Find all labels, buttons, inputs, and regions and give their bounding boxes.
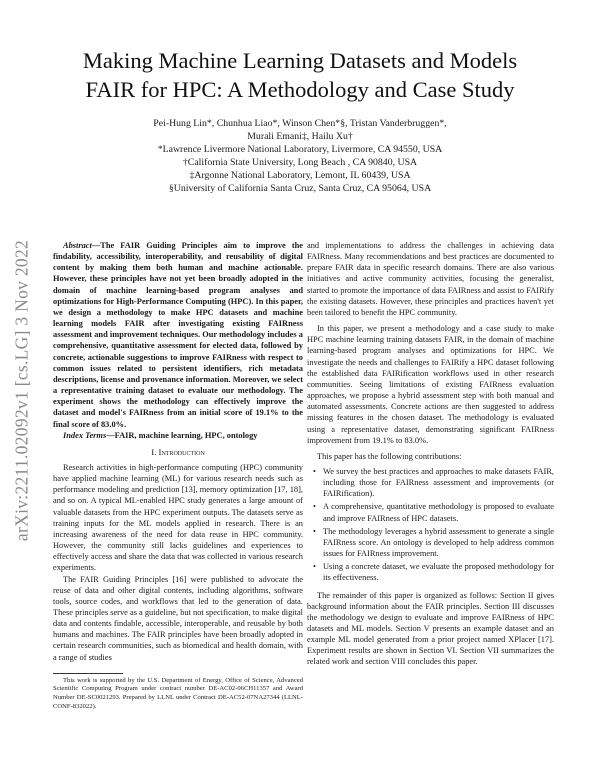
authors-line-1: Pei-Hung Lin*, Chunhua Liao*, Winson Chen*§, Tristan Vanderbruggen*, xyxy=(153,118,447,129)
list-item: • Using a concrete dataset, we evaluate the proposed methodology for its effectiveness. xyxy=(323,561,554,583)
left-column xyxy=(53,240,303,711)
author-block xyxy=(60,117,540,195)
affiliation-1: *Lawrence Livermore National Laboratory, Livermore, CA 94550, USA xyxy=(157,144,443,155)
title-line-1: Making Machine Learning Datasets and Models xyxy=(82,48,518,73)
right-paragraph-2: In this paper, we present a methodology and a case study to make HPC machine learning training datasets FAIR, in the domain of machine learning-based program analyses and optimizations for HPC. We investigate the needs and challenges to FAIRify a HPC dataset following the established data FAIRification workflows used in other research communities. Seeing limitations of existing FAIRness evaluation approaches, we propose a hybrid assessment step with both manual and automated assessments. Concrete actions are then suggested to address missing features in the chosen dataset. The methodology is evaluated using a representative dataset, demonstrating significant FAIRness improvement from 19.1% to 83.0%. xyxy=(307,324,554,445)
contribution-list xyxy=(307,466,554,584)
right-paragraph-3: This paper has the following contributions: xyxy=(317,451,462,461)
affiliation-4: §University of California Santa Cruz, Santa Cruz, CA 95064, USA xyxy=(168,183,432,194)
index-terms xyxy=(53,430,303,441)
paper-title xyxy=(40,46,560,104)
list-item: • We survey the best practices and approaches to make datasets FAIR, including those for FAIRness assessment and improvements (or FAIRification). xyxy=(323,466,554,499)
authors-line-2: Murali Emani‡, Hailu Xu† xyxy=(247,131,353,142)
funding-footnote: This work is supported by the U.S. Department of Energy, Office of Science, Advanced Scientific Computing Program under contract number DE-AC02-06CH11357 and Award Number DE-SC0021293. Prepared by LLNL under Contract DE-AC52-07NA27344 (LLNL-CONF-832022). xyxy=(53,676,303,710)
section-heading-introduction: I. Introduction xyxy=(151,446,205,457)
index-terms-lead: Index Terms xyxy=(63,430,107,440)
list-item: • The methodology leverages a hybrid assessment to generate a single FAIRness score. An ontology is developed to help address common issues for FAIRness improvement. xyxy=(323,526,554,559)
right-paragraph-1: and implementations to address the challenges in achieving data FAIRness. Many recommendations and best practices are documented to prepare FAIR data in specific research domains. There are also various initiatives and active community activities, focusing the generalist, started to promote the importance of data FAIRness and assist to FAIRify the existing datasets. However, these principles and practices haven't yet been tailored to benefit the HPC community. xyxy=(307,241,554,317)
title-line-2: FAIR for HPC: A Methodology and Case Study xyxy=(85,77,515,102)
intro-paragraph-1: Research activities in high-performance computing (HPC) community have applied machine learning (ML) for various research needs such as performance modeling and prediction [13], memory optimization [17, 18], and so on. A typical ML-enabled HPC study generates a large amount of valuable datasets from the HPC experiment outputs. The datasets serve as training inputs for the ML models applied in research. There is an increasing awareness of the need for data reuse in HPC community. However, the community still lacks guidelines and experiences to effectively access and share the data that was collected in various research experiments. xyxy=(53,462,303,573)
affiliation-3: ‡Argonne National Laboratory, Lemont, IL 60439, USA xyxy=(189,170,411,181)
right-paragraph-4: The remainder of this paper is organized as follows: Section II gives background information about the FAIR principles. Section III discusses the methodology we design to evaluate and improve FAIRness of HPC datasets and ML models. Section V presents an example dataset and an example ML model generated from a prior project named XPlacer [17]. Experiment results are shown in Section VI. Section VII summarizes the related work and section VIII concludes this paper. xyxy=(307,590,554,667)
list-item: • A comprehensive, quantitative methodology is proposed to evaluate and improve FAIRness of HPC datasets. xyxy=(323,501,554,523)
abstract-lead: Abstract xyxy=(63,241,92,250)
arxiv-stamp: arXiv:2211.02092v1 [cs.LG] 3 Nov 2022 xyxy=(11,239,32,542)
abstract-body: —The FAIR Guiding Principles aim to improve the findability, accessibility, interoperability, and reusability of digital content by making them both human and machine actionable. However, these principles have not yet been broadly adopted in the domain of machine learning-based program analyses and optimizations for High-Performance Computing (HPC). In this paper, we design a methodology to make HPC datasets and machine learning models FAIR after investigating existing FAIRness assessment and improvement techniques. Our methodology includes a comprehensive, quantitative assessment for elected data, followed by concrete, actionable suggestions to improve FAIRness with respect to common issues related to persistent identifiers, rich metadata descriptions, license and provenance information. Moreover, we select a representative training dataset to evaluate our methodology. The experiment shows the methodology can effectively improve the dataset and model's FAIRness from an initial score of 19.1% to the final score of 83.0%. xyxy=(53,241,303,429)
abstract xyxy=(53,240,303,430)
intro-paragraph-2: The FAIR Guiding Principles [16] were published to advocate the reuse of data and other digital contents, including algorithms, software tools, source codes, and workflows that led to the generation of data. These principles serve as a guideline, but not specification, to make digital data and contents findable, accessible, interoperable, and reusable by both humans and machines. The FAIR principles have been broadly adopted in certain research communities, such as biomedical and health domain, with a range of studies xyxy=(53,574,304,662)
index-terms-body: —FAIR, machine learning, HPC, ontology xyxy=(106,430,258,440)
affiliation-2: †California State University, Long Beach , CA 90840, USA xyxy=(182,157,418,168)
right-column xyxy=(307,240,554,668)
footnote-rule xyxy=(53,673,123,674)
